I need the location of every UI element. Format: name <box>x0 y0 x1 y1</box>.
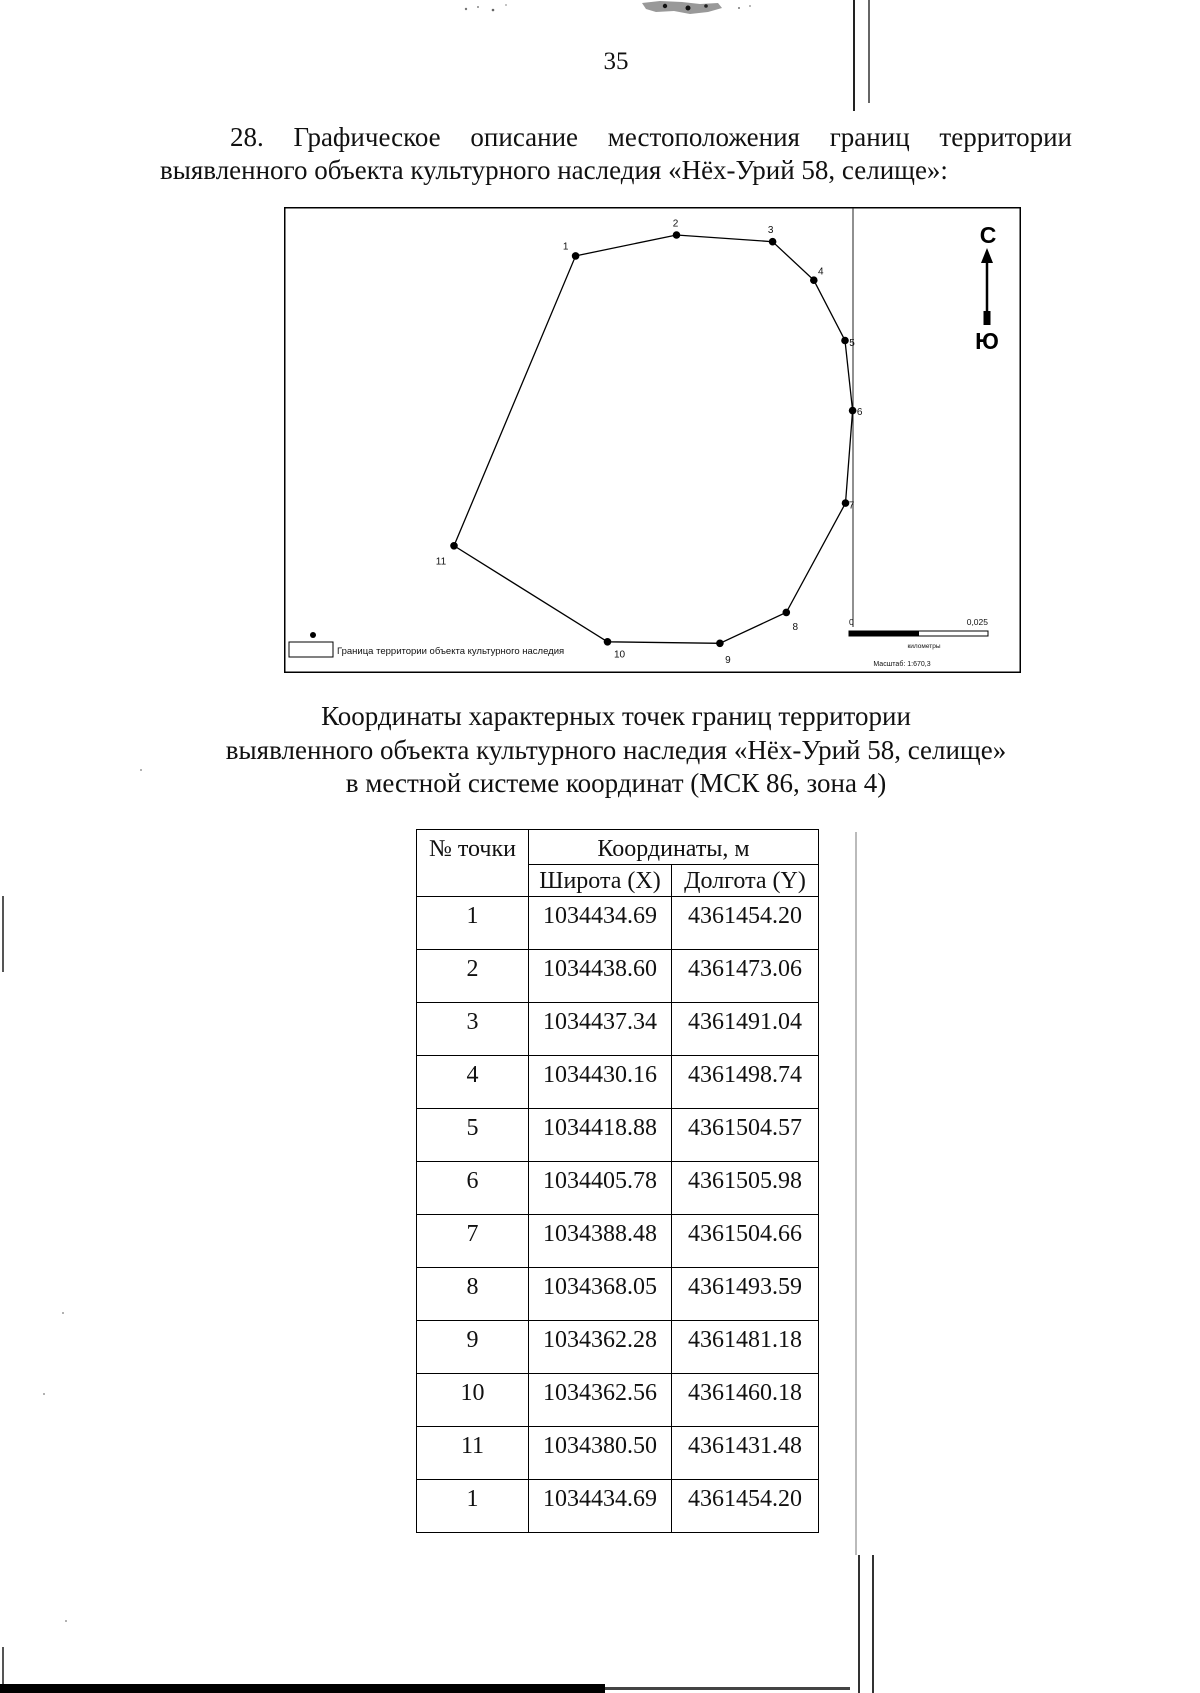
point-number-cell: 9 <box>417 1321 529 1374</box>
scale-bar-fill <box>849 631 919 636</box>
header-longitude-y: Долгота (Y) <box>672 865 819 897</box>
point-label: 4 <box>818 266 824 278</box>
map-frame <box>285 208 1021 673</box>
point-number-cell: 4 <box>417 1056 529 1109</box>
table-row <box>417 897 819 950</box>
scan-edge-line <box>2 1647 4 1684</box>
page-number: 35 <box>603 48 629 75</box>
y-coordinate-cell: 4361473.06 <box>672 950 819 1003</box>
x-coordinate-cell: 1034418.88 <box>529 1109 672 1162</box>
point-label: 8 <box>792 621 799 633</box>
y-coordinate-cell: 4361505.98 <box>672 1162 819 1215</box>
point-label: 5 <box>849 338 855 349</box>
point-number-cell: 6 <box>417 1162 529 1215</box>
boundary-point <box>810 276 818 284</box>
point-label: 10 <box>613 649 626 661</box>
x-coordinate-cell: 1034368.05 <box>529 1268 672 1321</box>
x-coordinate-cell: 1034362.56 <box>529 1374 672 1427</box>
section-heading-line-2: выявленного объекта культурного наследия «Нёх-Урий 58, селище»: <box>160 155 948 185</box>
header-latitude-x: Широта (X) <box>529 865 672 897</box>
scan-edge-line <box>2 896 4 972</box>
table-row <box>417 1056 819 1109</box>
scan-edge-line <box>868 0 870 103</box>
table-row <box>417 1109 819 1162</box>
y-coordinate-cell: 4361460.18 <box>672 1374 819 1427</box>
point-number-cell: 2 <box>417 950 529 1003</box>
boundary-point <box>769 238 777 246</box>
scan-edge-line <box>872 1555 874 1693</box>
boundary-map <box>284 207 1021 673</box>
boundary-point <box>716 640 724 648</box>
point-label: 7 <box>848 500 855 512</box>
legend-point-icon <box>310 632 316 638</box>
table-row <box>417 1003 819 1056</box>
point-number-cell: 10 <box>417 1374 529 1427</box>
section-heading-line-1: 28. Графическое описание местоположения границ территории <box>230 122 1072 152</box>
boundary-point <box>841 337 849 345</box>
table-row <box>417 1427 819 1480</box>
scan-edge-line <box>858 1555 860 1693</box>
point-number-cell: 5 <box>417 1109 529 1162</box>
y-coordinate-cell: 4361493.59 <box>672 1268 819 1321</box>
header-coordinates: Координаты, м <box>529 830 819 865</box>
scan-speck <box>62 1312 64 1314</box>
point-label: 3 <box>767 225 774 237</box>
y-coordinate-cell: 4361498.74 <box>672 1056 819 1109</box>
y-coordinate-cell: 4361481.18 <box>672 1321 819 1374</box>
table-header-row <box>417 830 819 865</box>
table-row <box>417 1162 819 1215</box>
scan-speck <box>65 1620 67 1622</box>
x-coordinate-cell: 1034438.60 <box>529 950 672 1003</box>
scan-bottom-bar <box>605 1687 850 1690</box>
point-label: 11 <box>435 556 447 568</box>
scan-noise-top <box>460 0 760 18</box>
x-coordinate-cell: 1034380.50 <box>529 1427 672 1480</box>
north-arrow-tail <box>984 311 991 325</box>
boundary-point <box>450 542 458 550</box>
table-row <box>417 1215 819 1268</box>
y-coordinate-cell: 4361431.48 <box>672 1427 819 1480</box>
point-label: 2 <box>672 218 679 230</box>
table-row <box>417 1374 819 1427</box>
legend-label: Граница территории объекта культурного наследия <box>337 646 565 657</box>
y-coordinate-cell: 4361504.57 <box>672 1109 819 1162</box>
south-label: Ю <box>975 328 999 354</box>
x-coordinate-cell: 1034388.48 <box>529 1215 672 1268</box>
point-number-cell: 11 <box>417 1427 529 1480</box>
scan-edge-line <box>853 0 855 111</box>
table-row <box>417 1480 819 1533</box>
point-number-cell: 1 <box>417 1480 529 1533</box>
point-number-cell: 3 <box>417 1003 529 1056</box>
scan-bottom-bar <box>0 1684 605 1693</box>
scale-start-label: 0 <box>849 617 854 627</box>
table-row <box>417 950 819 1003</box>
x-coordinate-cell: 1034430.16 <box>529 1056 672 1109</box>
point-label: 6 <box>856 407 863 419</box>
scale-ratio-label: Масштаб: 1:670,3 <box>873 661 931 668</box>
x-coordinate-cell: 1034405.78 <box>529 1162 672 1215</box>
table-title-line-3: в местной системе координат (МСК 86, зона 4) <box>345 768 887 798</box>
y-coordinate-cell: 4361454.20 <box>672 897 819 950</box>
north-label: С <box>979 222 997 248</box>
point-number-cell: 7 <box>417 1215 529 1268</box>
point-label: 1 <box>562 241 569 253</box>
header-point-number: № точки <box>417 830 529 897</box>
x-coordinate-cell: 1034434.69 <box>529 1480 672 1533</box>
scan-speck <box>140 769 142 771</box>
x-coordinate-cell: 1034362.28 <box>529 1321 672 1374</box>
point-label: 9 <box>725 654 731 666</box>
y-coordinate-cell: 4361454.20 <box>672 1480 819 1533</box>
table-row <box>417 1321 819 1374</box>
coordinates-table <box>416 829 819 1533</box>
boundary-point <box>783 609 791 617</box>
y-coordinate-cell: 4361504.66 <box>672 1215 819 1268</box>
x-coordinate-cell: 1034434.69 <box>529 897 672 950</box>
scale-end-label: 0,025 <box>966 617 988 627</box>
boundary-point <box>604 638 612 646</box>
table-title-line-1: Координаты характерных точек границ территории <box>321 701 911 731</box>
boundary-point <box>572 252 580 260</box>
scan-edge-line <box>855 832 857 1555</box>
table-title-line-2: выявленного объекта культурного наследия «Нёх-Урий 58, селище» <box>225 734 1007 765</box>
boundary-point <box>849 407 857 415</box>
scan-speck <box>43 1393 45 1395</box>
point-number-cell: 8 <box>417 1268 529 1321</box>
point-number-cell: 1 <box>417 897 529 950</box>
table-row <box>417 1268 819 1321</box>
boundary-point <box>673 231 681 239</box>
scale-unit-label: километры <box>907 643 941 650</box>
x-coordinate-cell: 1034437.34 <box>529 1003 672 1056</box>
y-coordinate-cell: 4361491.04 <box>672 1003 819 1056</box>
table-title <box>216 700 1016 801</box>
